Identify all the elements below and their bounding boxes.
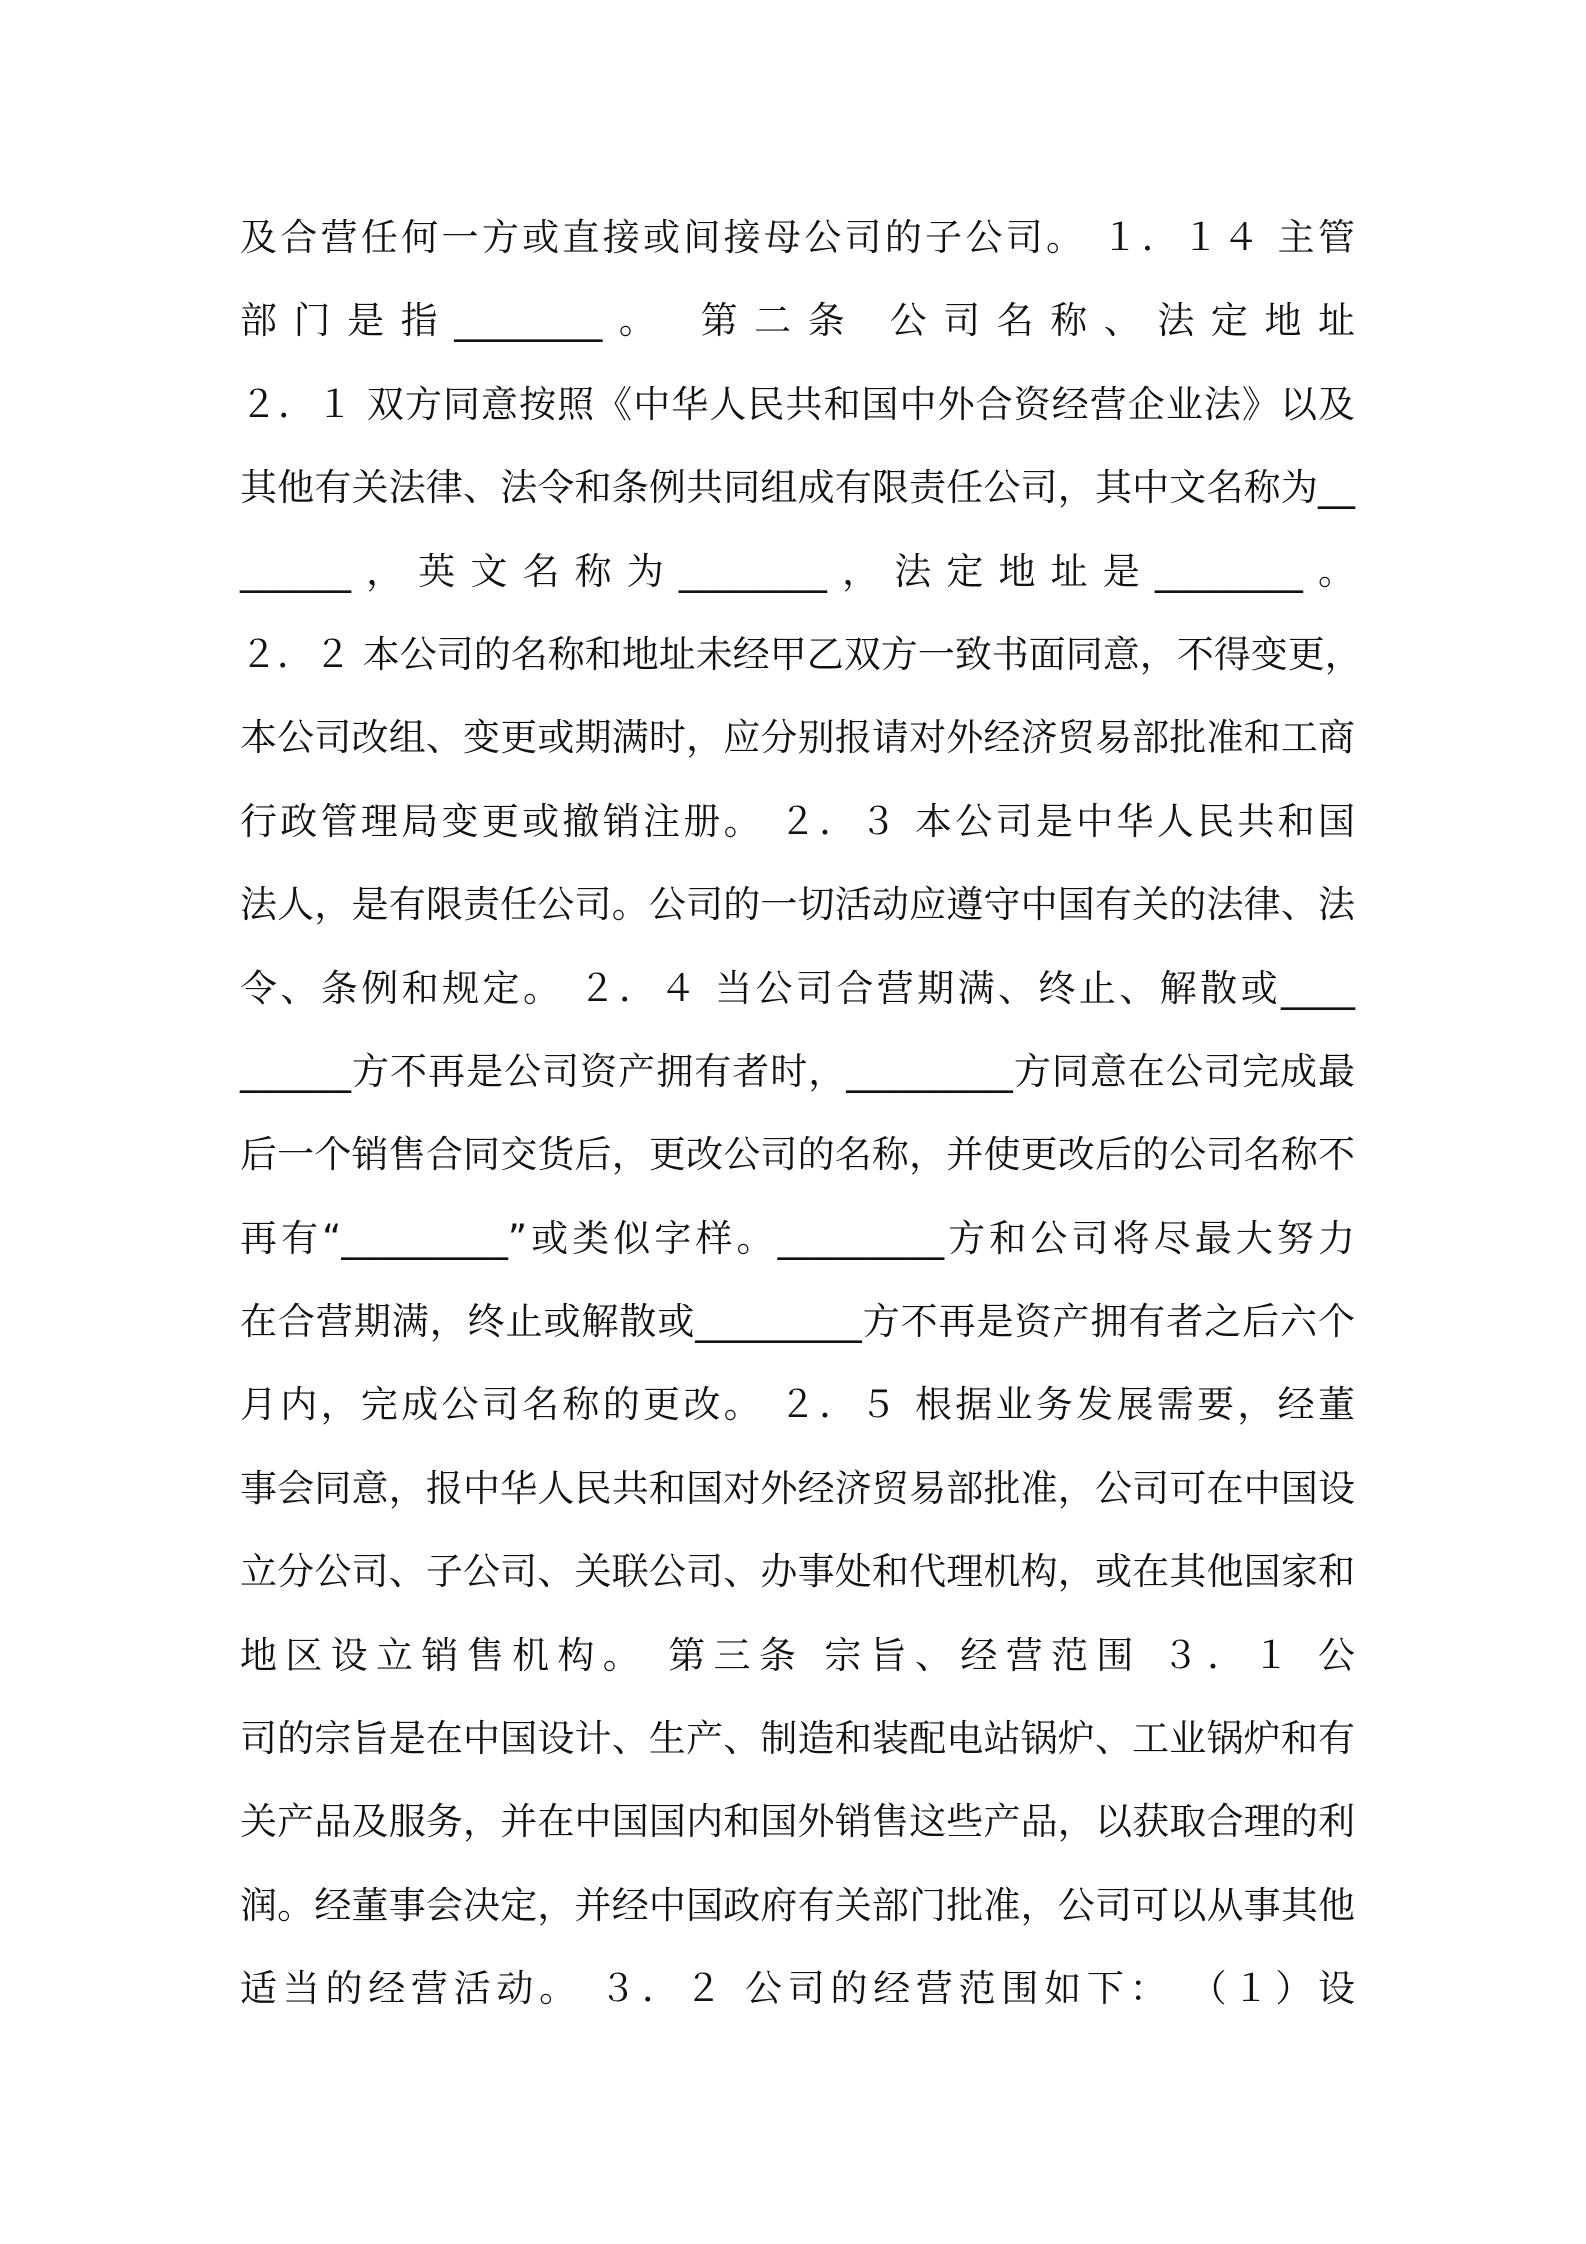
text-line-6: ２．２ 本公司的名称和地址未经甲乙双方一致书面同意，不得变更， bbox=[240, 632, 1362, 676]
text-line-18: 地区设立销售机构。 第三条 宗旨、经营范围 ３．１ 公 bbox=[240, 1633, 1355, 1677]
text-line-8: 行政管理局变更或撤销注册。 ２．３ 本公司是中华人民共和国 bbox=[240, 799, 1355, 843]
text-line-12: 后一个销售合同交货后，更改公司的名称，并使更改后的公司名称不 bbox=[240, 1133, 1355, 1177]
text-line-11: ______方不再是公司资产拥有者时，_________方同意在公司完成最 bbox=[240, 1049, 1355, 1093]
text-line-13: 再有“_________”或类似字样。_________方和公司将尽最大努力 bbox=[240, 1216, 1355, 1260]
text-line-16: 事会同意，报中华人民共和国对外经济贸易部批准，公司可在中国设 bbox=[240, 1466, 1355, 1510]
text-line-7: 本公司改组、变更或期满时，应分别报请对外经济贸易部批准和工商 bbox=[240, 716, 1355, 760]
text-line-15: 月内，完成公司名称的更改。 ２．５ 根据业务发展需要，经董 bbox=[240, 1383, 1355, 1427]
text-line-14: 在合营期满，终止或解散或_________方不再是资产拥有者之后六个 bbox=[240, 1300, 1355, 1344]
text-line-4: 其他有关法律、法令和条例共同组成有限责任公司，其中文名称为__ bbox=[240, 466, 1355, 510]
text-line-10: 令、条例和规定。 ２．４ 当公司合营期满、终止、解散或____ bbox=[240, 966, 1355, 1010]
text-line-9: 法人，是有限责任公司。公司的一切活动应遵守中国有关的法律、法 bbox=[240, 883, 1355, 927]
text-line-20: 关产品及服务，并在中国国内和国外销售这些产品，以获取合理的利 bbox=[240, 1800, 1355, 1844]
text-line-2: 部门是指________。 第二条 公司名称、法定地址 bbox=[240, 299, 1355, 343]
text-line-3: ２．１ 双方同意按照《中华人民共和国中外合资经营企业法》以及 bbox=[240, 382, 1355, 426]
text-line-19: 司的宗旨是在中国设计、生产、制造和装配电站锅炉、工业锅炉和有 bbox=[240, 1717, 1355, 1761]
text-line-1: 及合营任何一方或直接或间接母公司的子公司。 １．１４ 主管 bbox=[240, 216, 1355, 259]
text-line-21: 润。经董事会决定，并经中国政府有关部门批准，公司可以从事其他 bbox=[240, 1883, 1355, 1927]
text-line-5: ______，英文名称为________，法定地址是________。 bbox=[240, 549, 1355, 593]
text-line-22: 适当的经营活动。 ３．２ 公司的经营范围如下： （１）设 bbox=[240, 1967, 1355, 2011]
contract-text-block bbox=[240, 196, 1362, 2031]
text-line-17: 立分公司、子公司、关联公司、办事处和代理机构，或在其他国家和 bbox=[240, 1550, 1355, 1594]
